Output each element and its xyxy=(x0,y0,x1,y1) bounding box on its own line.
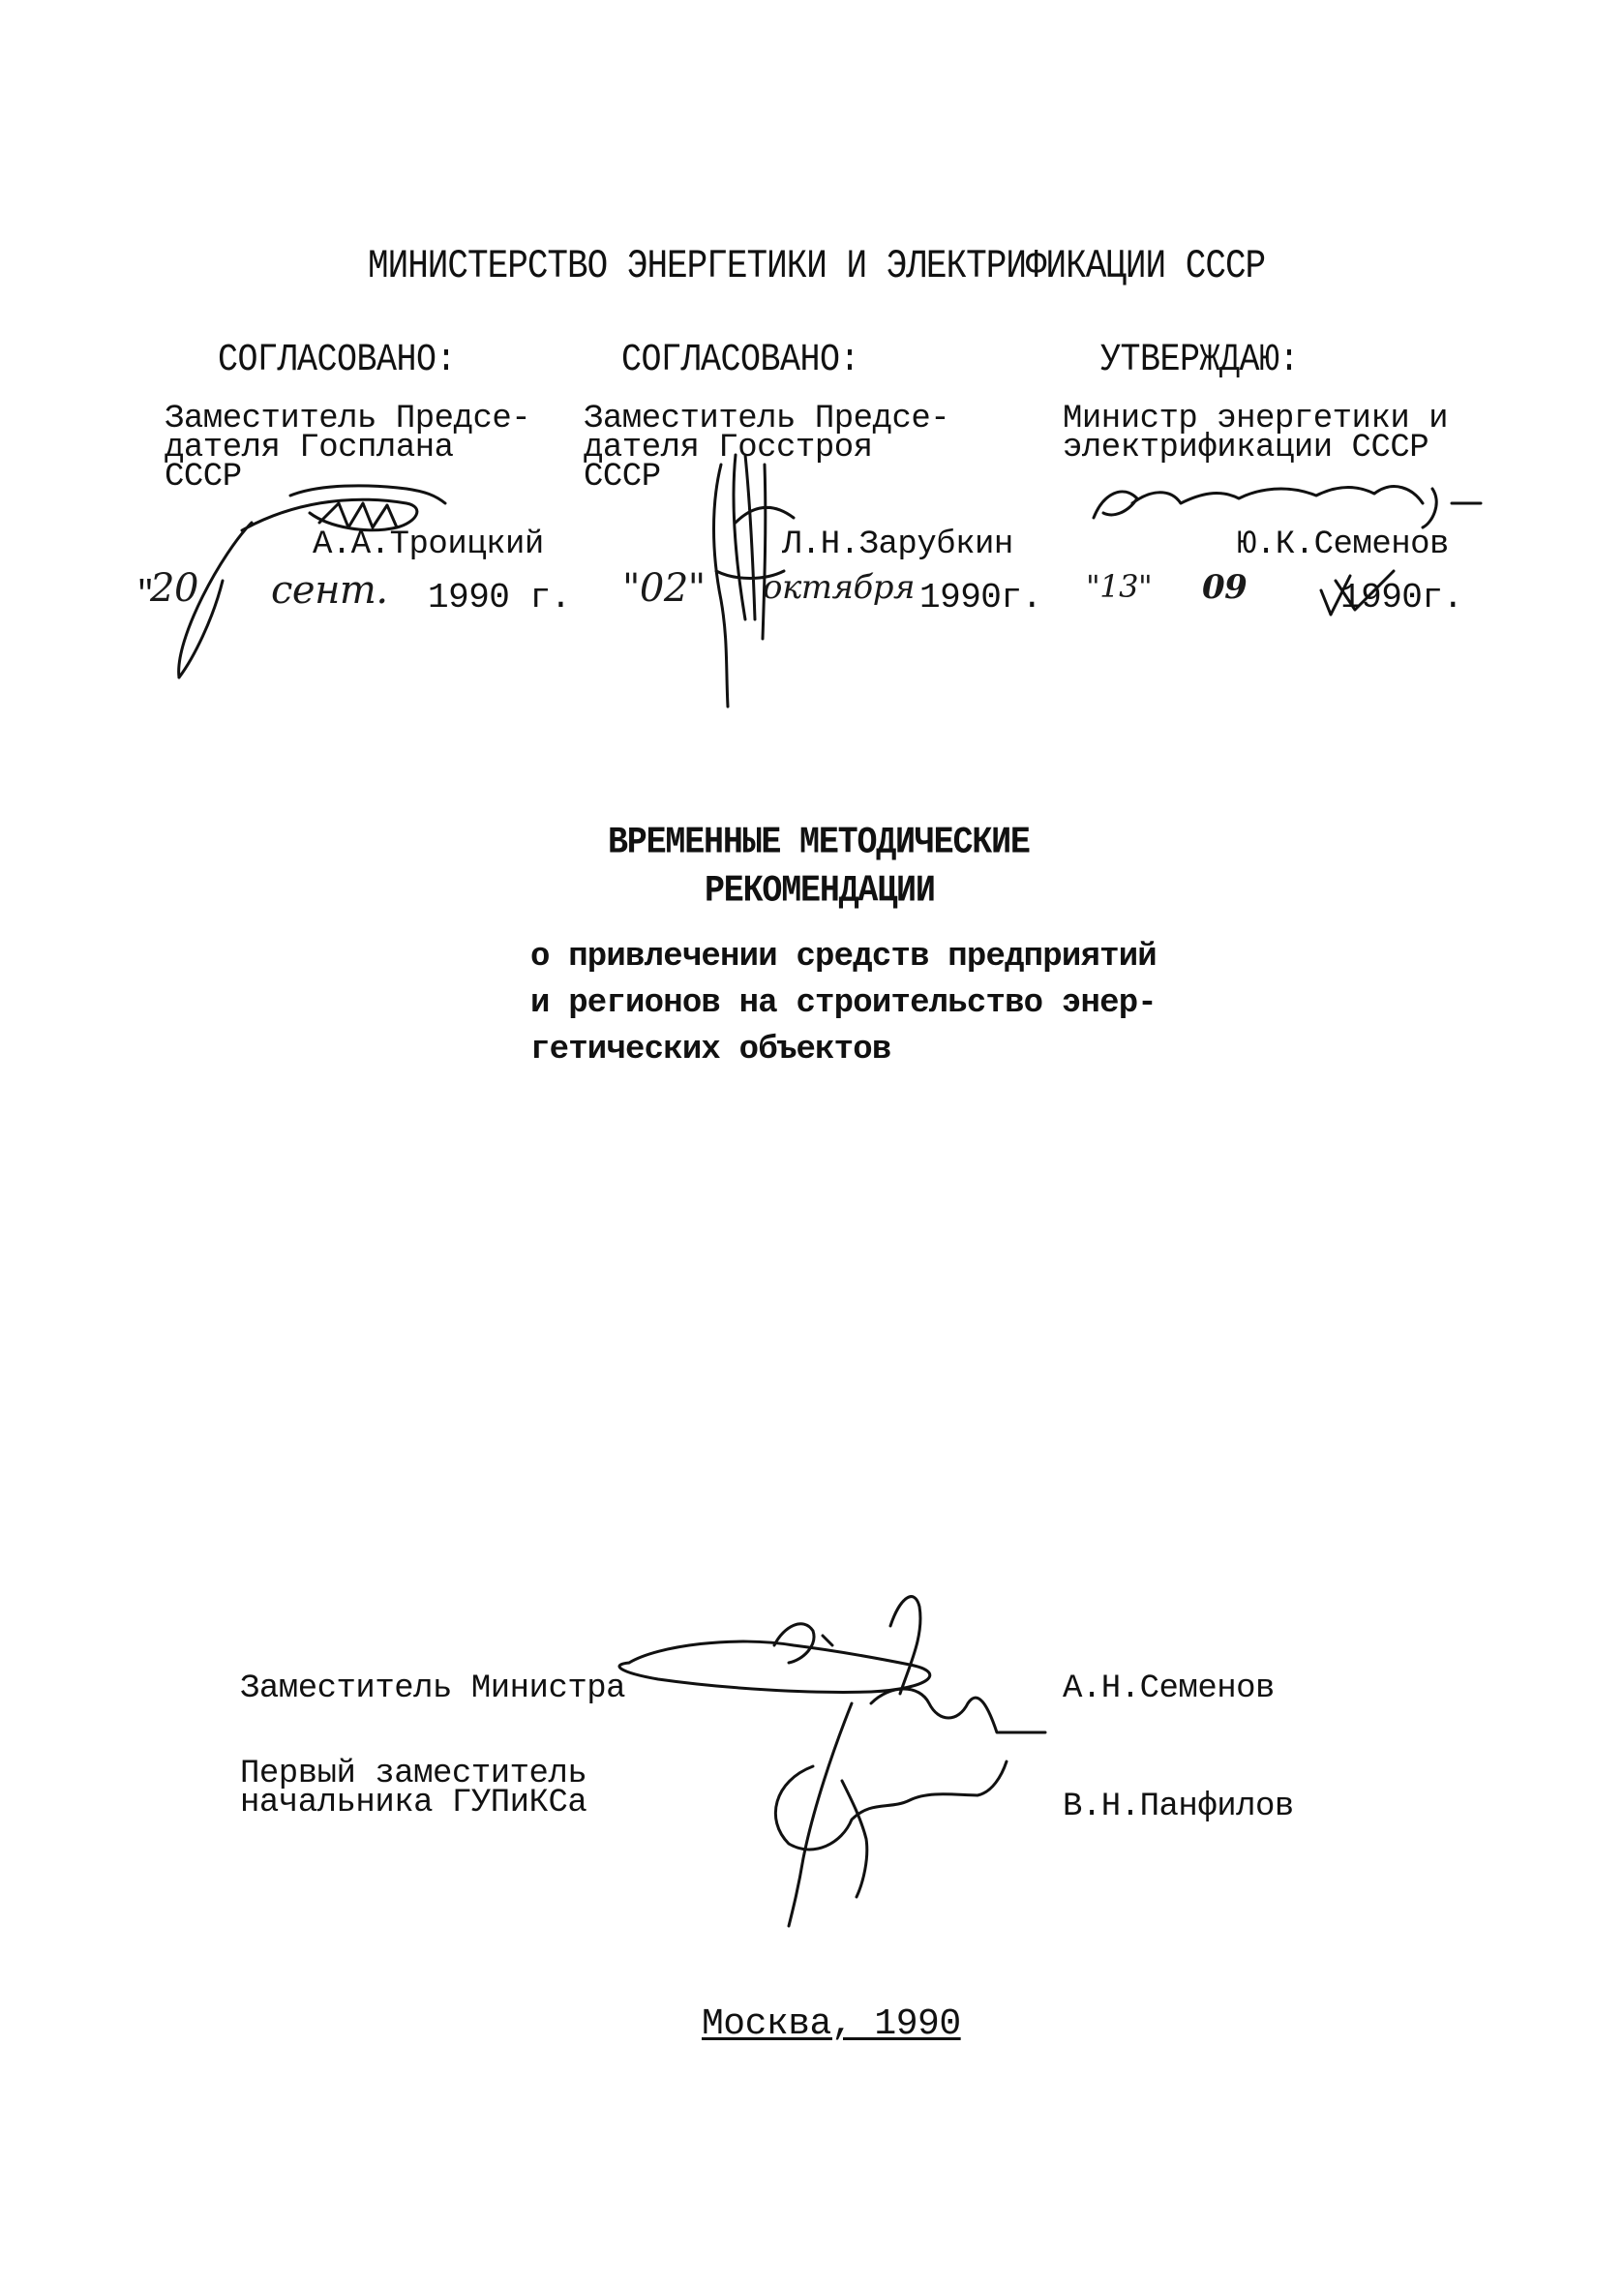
approval-signer-name: А.А.Троицкий xyxy=(313,527,544,563)
approval-date-day-handwritten: "13" xyxy=(1086,568,1153,605)
signatory-position: Первый заместитель xyxy=(240,1756,587,1792)
subtitle-line: о привлечении средств предприятий xyxy=(530,939,1157,976)
city-year: Москва, 1990 xyxy=(702,2003,961,2045)
approval-position-line: электрификации СССР xyxy=(1063,430,1429,466)
approval-date-month-handwritten: октября xyxy=(763,568,916,607)
approval-date-day-handwritten: 20 xyxy=(150,566,198,611)
approval-date-day-handwritten: "02" xyxy=(622,566,706,611)
approval-signer-name: Л.Н.Зарубкин xyxy=(782,527,1013,563)
document-title-line1: ВРЕМЕННЫЕ МЕТОДИЧЕСКИЕ xyxy=(608,821,1030,864)
approval-date-year: 1990г. xyxy=(919,578,1042,617)
approval-position-line: Заместитель Предсе- xyxy=(165,401,531,437)
approval-position-line: дателя Госстроя xyxy=(584,430,873,466)
approval-position-line: СССР xyxy=(165,459,242,496)
approval-heading: СОГЛАСОВАНО: xyxy=(218,337,457,382)
signatory-name: А.Н.Семенов xyxy=(1063,1670,1275,1707)
approval-heading: СОГЛАСОВАНО: xyxy=(621,337,860,382)
document-subtitle xyxy=(530,934,1157,1073)
signatory-position: начальника ГУПиКСа xyxy=(240,1785,587,1821)
approval-position-line: дателя Госплана xyxy=(165,430,454,466)
approval-date-quote: " xyxy=(135,577,155,614)
document-title-line2: РЕКОМЕНДАЦИИ xyxy=(705,869,935,913)
approval-signer-name: Ю.К.Семенов xyxy=(1237,527,1449,563)
approval-heading: УТВЕРЖДАЮ: xyxy=(1100,337,1300,382)
signature-deputy-minister xyxy=(619,1597,1045,1926)
signatory-name: В.Н.Панфилов xyxy=(1063,1789,1294,1825)
approval-position-line: СССР xyxy=(584,459,661,496)
subtitle-line: гетических объектов xyxy=(530,1032,891,1068)
ministry-header: МИНИСТЕРСТВО ЭНЕРГЕТИКИ И ЭЛЕКТРИФИКАЦИИ СССР xyxy=(368,243,1266,289)
approval-position-line: Министр энергетики и xyxy=(1063,401,1449,437)
approval-date-year: 1990 г. xyxy=(428,578,571,617)
approval-position-line: Заместитель Предсе- xyxy=(584,401,950,437)
signatory-position: Заместитель Министра xyxy=(240,1670,626,1707)
approval-date-month-handwritten: 09 xyxy=(1202,568,1248,607)
subtitle-line: и регионов на строительство энер- xyxy=(530,985,1157,1022)
approval-date-month-handwritten: сент. xyxy=(271,568,388,613)
signature-panfilov xyxy=(775,1761,1007,1897)
approval-date-year: 1990г. xyxy=(1340,578,1463,617)
